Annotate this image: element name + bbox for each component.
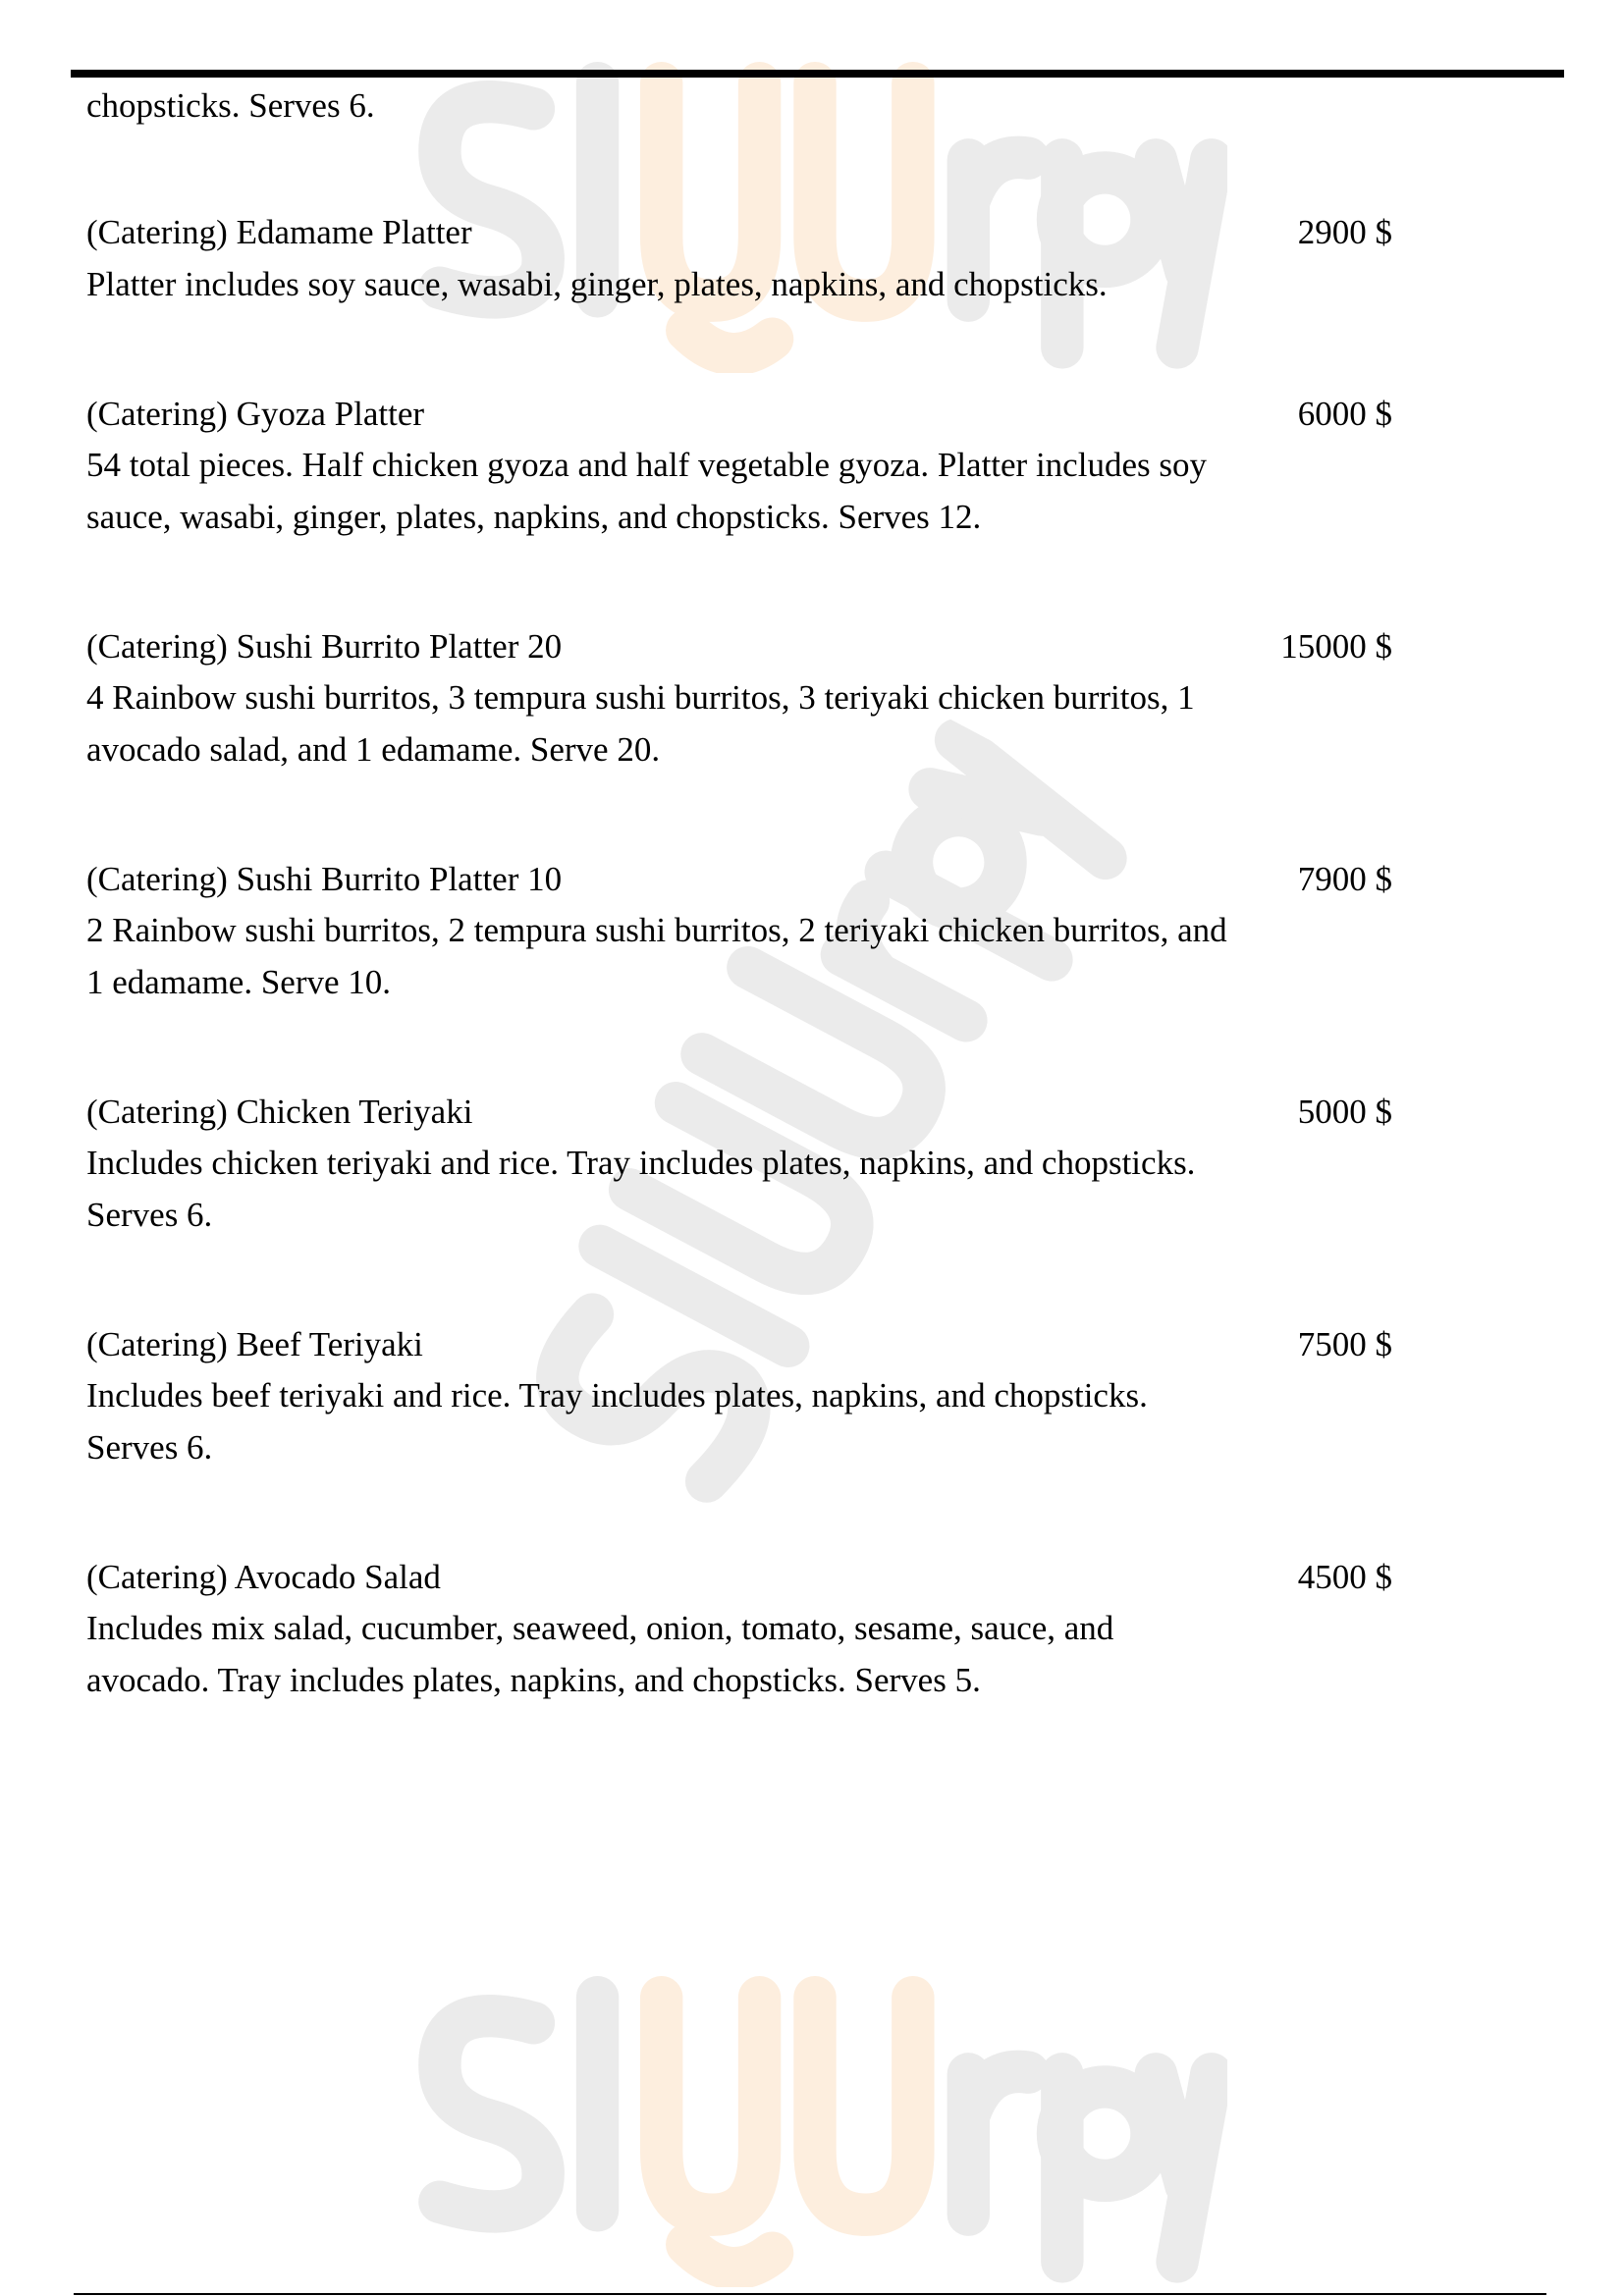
menu-item [86, 389, 1392, 544]
slurpy-watermark-bottom [403, 1963, 1227, 2287]
bottom-divider [74, 2293, 1546, 2295]
menu-item [86, 621, 1392, 776]
menu-item [86, 207, 1392, 310]
item-price: 6000 $ [1297, 394, 1392, 433]
menu-item [86, 854, 1392, 1009]
item-description: Platter includes soy sauce, wasabi, ginger, plates, napkins, and chopsticks. [86, 264, 1108, 303]
menu-item [86, 1087, 1392, 1242]
item-description: Includes chicken teriyaki and rice. Tray includes plates, napkins, and chopsticks. Serves 6. [86, 1144, 1196, 1234]
item-title: (Catering) Sushi Burrito Platter 10 [86, 859, 563, 898]
item-title: (Catering) Avocado Salad [86, 1557, 441, 1596]
item-price: 5000 $ [1297, 1092, 1392, 1131]
item-price: 7500 $ [1297, 1324, 1392, 1363]
item-description: 54 total pieces. Half chicken gyoza and half vegetable gyoza. Platter includes soy sauce, wasabi, ginger, plates, napkins, and chopsticks. Serves 12. [86, 446, 1207, 536]
top-divider [71, 70, 1564, 78]
item-price: 15000 $ [1280, 626, 1392, 666]
item-price: 4500 $ [1297, 1557, 1392, 1596]
item-title: (Catering) Chicken Teriyaki [86, 1092, 473, 1131]
item-title: (Catering) Edamame Platter [86, 213, 472, 251]
item-title: (Catering) Beef Teriyaki [86, 1324, 423, 1363]
item-description: 4 Rainbow sushi burritos, 3 tempura sushi burritos, 3 teriyaki chicken burritos, 1 avocado salad, and 1 edamame. Serve 20. [86, 678, 1195, 769]
item-description: Includes mix salad, cucumber, seaweed, onion, tomato, sesame, sauce, and avocado. Tray includes plates, napkins, and chopsticks. Serves 5. [86, 1609, 1114, 1699]
continued-description: chopsticks. Serves 6. [86, 86, 375, 125]
menu-item [86, 1552, 1392, 1707]
item-title: (Catering) Sushi Burrito Platter 20 [86, 626, 563, 666]
item-price: 7900 $ [1297, 859, 1392, 898]
item-description: Includes beef teriyaki and rice. Tray includes plates, napkins, and chopsticks. Serves 6. [86, 1376, 1148, 1467]
menu-item-list [86, 207, 1392, 1785]
item-title: (Catering) Gyoza Platter [86, 394, 425, 433]
item-price: 2900 $ [1297, 213, 1392, 251]
item-description: 2 Rainbow sushi burritos, 2 tempura sushi burritos, 2 teriyaki chicken burritos, and 1 edamame. Serve 10. [86, 911, 1227, 1001]
menu-item [86, 1319, 1392, 1474]
